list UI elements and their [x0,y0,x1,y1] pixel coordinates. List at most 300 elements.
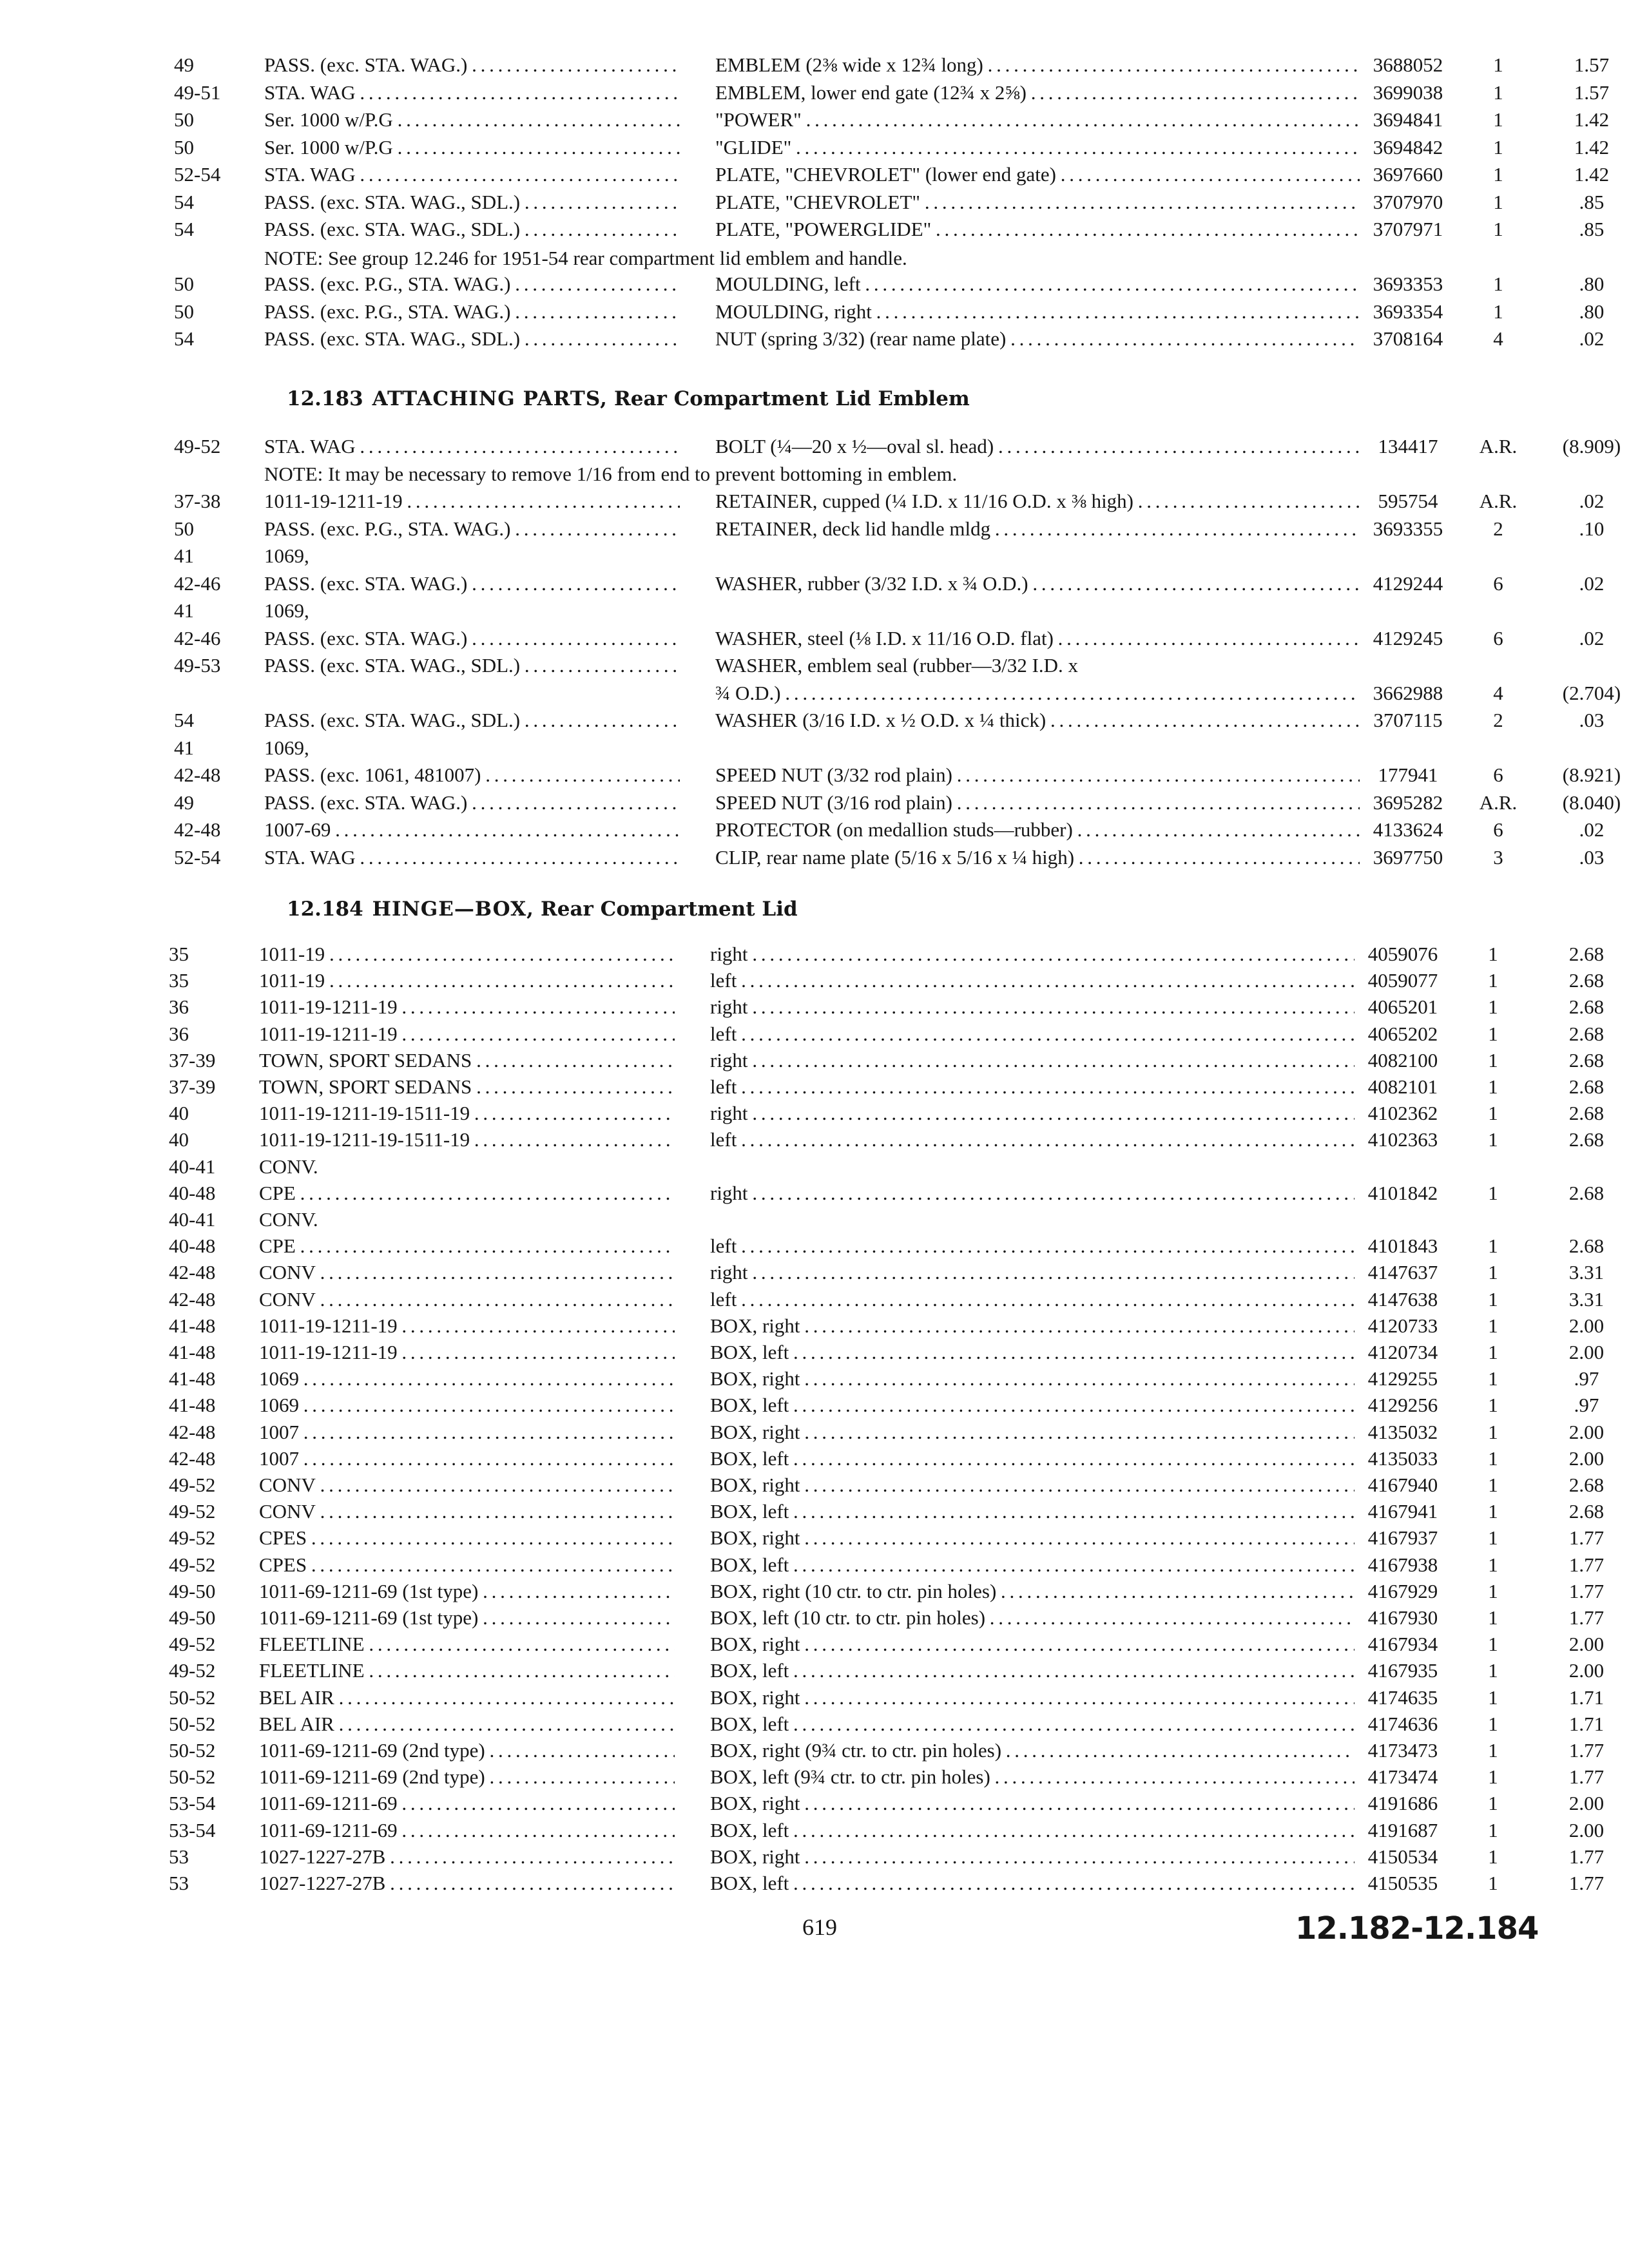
quantity-cell: 1 [1493,300,1503,323]
parts-table-row [174,735,1629,762]
year-cell: 52-54 [174,845,221,869]
parts-table-row [169,1472,1629,1499]
description-cell: right . . . [710,1047,1354,1074]
parts-table-row [169,1711,1629,1738]
year-cell: 36 [169,995,189,1019]
part-number-cell: 4102363 [1367,1128,1438,1151]
model-cell: 1007 . . . [259,1445,675,1472]
year-cell: 41 [174,544,194,567]
description-cell: BOX, right . . . [710,1365,1354,1392]
parts-table-row [174,271,1629,298]
year-cell: 53 [169,1845,189,1868]
quantity-cell: 1 [1488,1075,1498,1098]
part-number-cell: 4129255 [1367,1367,1438,1390]
parts-table-row [169,1763,1629,1791]
parts-table-row [174,762,1629,789]
quantity-cell: 1 [1493,218,1503,240]
year-cell: 40-48 [169,1235,216,1258]
year-cell: 49 [174,53,194,76]
year-cell: 50-52 [169,1686,216,1709]
parts-table-row [169,1047,1629,1074]
model-cell: 1011-19-1211-19 . . . [259,1339,675,1366]
quantity-cell: 1 [1488,1633,1498,1656]
model-cell: 1011-19-1211-19-1511-19 . . . [259,1126,675,1153]
model-cell: STA. WAG . . . [264,79,680,106]
year-cell: 40 [169,1102,189,1125]
part-number-cell: 3695282 [1373,791,1443,814]
section-title-caps: HINGE—BOX, [372,898,534,921]
description-cell: "POWER" . . . [715,106,1360,133]
part-number-cell: 177941 [1378,764,1438,786]
parts-table-row [169,1524,1629,1552]
year-cell: 50 [174,135,194,159]
description-cell: BOX, left (9¾ ctr. to ctr. pin holes) . . . [710,1763,1354,1791]
description-cell: BOX, left . . . [710,1657,1354,1684]
model-cell: STA. WAG . . . [264,844,680,871]
year-cell: 42-48 [174,818,221,841]
year-cell: 54 [174,327,194,350]
price-cell: 2.68 [1568,1128,1605,1151]
part-number-cell: 3707970 [1373,190,1443,213]
quantity-cell: 1 [1488,1659,1498,1682]
parts-table-row [169,1259,1629,1286]
price-cell: 1.42 [1574,163,1610,186]
description-cell: right . . . [710,1259,1354,1286]
parts-table-row [174,570,1629,597]
year-cell: 41 [174,599,194,622]
description-cell: BOX, left . . . [710,1870,1354,1897]
quantity-cell: 1 [1488,1235,1498,1258]
model-cell: 1011-19-1211-19 . . . [259,1312,675,1340]
part-number-cell: 4135033 [1367,1446,1438,1470]
part-number-cell: 3708164 [1373,327,1443,350]
model-cell: PASS. (exc. P.G., STA. WAG.) . . . [264,515,680,543]
model-cell: CPE . . . [259,1233,675,1260]
model-cell: CPES . . . [259,1524,675,1552]
part-number-cell: 3697660 [1373,163,1443,186]
price-cell: 1.71 [1568,1712,1605,1735]
part-number-cell: 3693354 [1373,300,1443,323]
quantity-cell: 1 [1488,1394,1498,1417]
part-number-cell: 3688052 [1373,53,1443,76]
model-cell: TOWN, SPORT SEDANS . . . [259,1073,675,1100]
year-cell: 49-52 [169,1500,216,1523]
model-cell: 1011-69-1211-69 . . . [259,1790,675,1817]
parts-table-row [169,1498,1629,1525]
price-cell: 2.00 [1568,1420,1605,1443]
year-cell: 40-41 [169,1155,216,1178]
parts-table-row [174,707,1629,734]
quantity-cell: 1 [1488,1341,1498,1363]
price-cell: .03 [1579,709,1605,731]
price-cell: 2.68 [1568,1048,1605,1072]
parts-table-row [169,994,1629,1021]
model-cell: PASS. (exc. STA. WAG., SDL.) . . . [264,707,680,734]
price-cell: 2.68 [1568,1181,1605,1204]
description-cell: BOX, left . . . [710,1552,1354,1579]
price-cell: 3.31 [1568,1261,1605,1284]
part-number-cell: 3694841 [1373,108,1443,131]
description-cell: left . . . [710,1073,1354,1100]
price-cell: .80 [1579,273,1605,295]
parts-table-row [169,1445,1629,1472]
quantity-cell: 6 [1493,818,1503,841]
quantity-cell: 1 [1488,1818,1498,1841]
model-cell: Ser. 1000 w/P.G . . . [264,134,680,161]
parts-table-row [169,1312,1629,1340]
description-cell: BOX, left . . . [710,1498,1354,1525]
parts-table-row [174,433,1629,460]
quantity-cell: 1 [1488,1181,1498,1204]
parts-table-row [174,52,1629,79]
part-number-cell: 4059077 [1367,969,1438,992]
description-cell: MOULDING, left . . . [715,271,1360,298]
year-cell: 53 [169,1872,189,1894]
quantity-cell: 1 [1488,1420,1498,1443]
model-cell: CONV . . . [259,1259,675,1286]
parts-table-row [169,1021,1629,1048]
model-cell: 1007-69 . . . [264,816,680,843]
model-cell: 1069 . . . [259,1365,675,1392]
parts-table-row [169,1817,1629,1844]
year-cell: 35 [169,969,189,992]
description-cell: right . . . [710,1180,1354,1207]
model-cell: CONV. [259,1208,318,1231]
year-cell: 53-54 [169,1792,216,1815]
description-cell: BOX, left . . . [710,1445,1354,1472]
parts-table-row [174,597,1629,624]
part-number-cell: 4129244 [1373,572,1443,595]
parts-table-row [174,106,1629,133]
model-cell: 1011-69-1211-69 . . . [259,1817,675,1844]
section-number: 12.183 [287,387,363,410]
model-cell: 1011-19-1211-19-1511-19 . . . [259,1100,675,1127]
part-number-cell: 3693353 [1373,273,1443,295]
model-cell: FLEETLINE . . . [259,1631,675,1658]
description-cell: EMBLEM (2⅜ wide x 12¾ long) . . . [715,52,1360,79]
year-cell: 49-52 [169,1659,216,1682]
model-cell: 1011-69-1211-69 (1st type) . . . [259,1604,675,1631]
part-number-cell: 4167938 [1367,1553,1438,1576]
description-cell: BOX, left . . . [710,1817,1354,1844]
year-cell: 37-39 [169,1075,216,1098]
part-number-cell: 4129245 [1373,626,1443,649]
price-cell: .02 [1579,626,1605,649]
parts-table-row [169,1073,1629,1100]
parts-table-row [169,967,1629,994]
description-cell: BOX, left . . . [710,1711,1354,1738]
model-cell: PASS. (exc. P.G., STA. WAG.) . . . [264,298,680,325]
parts-table-row [169,1286,1629,1313]
price-cell: 2.00 [1568,1792,1605,1815]
year-cell: 50 [174,517,194,540]
parts-table-row [169,1790,1629,1817]
description-cell: right . . . [710,994,1354,1021]
description-cell: BOLT (¼—20 x ½—oval sl. head) . . . [715,433,1360,460]
year-cell: 35 [169,943,189,965]
section-number: 12.184 [287,898,363,921]
parts-table-row [169,1206,1629,1233]
year-cell: 49-52 [169,1474,216,1496]
part-number-cell: 4150535 [1367,1872,1438,1894]
description-cell: NUT (spring 3/32) (rear name plate) . . . [715,325,1360,352]
part-number-cell: 4102362 [1367,1102,1438,1125]
parts-table-row [174,844,1629,871]
model-cell: 1011-19-1211-19 . . . [259,1021,675,1048]
year-cell: 41-48 [169,1341,216,1363]
price-cell: 2.00 [1568,1818,1605,1841]
part-number-cell: 4167940 [1367,1474,1438,1496]
year-cell: 37-39 [169,1048,216,1072]
price-cell: 1.77 [1568,1553,1605,1576]
parts-table-row [174,189,1629,216]
model-cell: CONV. [259,1155,318,1178]
description-cell: BOX, right . . . [710,1843,1354,1870]
description-cell: WASHER (3/16 I.D. x ½ O.D. x ¼ thick) . . . [715,707,1360,734]
quantity-cell: 3 [1493,845,1503,869]
year-cell: 37-38 [174,490,221,512]
price-cell: .85 [1579,218,1605,240]
parts-table-row [169,1419,1629,1446]
quantity-cell: 4 [1493,681,1503,704]
parts-table-row [174,325,1629,352]
parts-table-row [169,1339,1629,1366]
quantity-cell: 4 [1493,327,1503,350]
part-number-cell: 3694842 [1373,135,1443,159]
model-cell: 1011-19 . . . [259,941,675,968]
model-cell: CONV . . . [259,1472,675,1499]
quantity-cell: A.R. [1479,435,1518,457]
model-cell: STA. WAG . . . [264,161,680,188]
model-cell: PASS. (exc. STA. WAG., SDL.) . . . [264,325,680,352]
model-cell: PASS. (exc. P.G., STA. WAG.) . . . [264,271,680,298]
description-cell: BOX, left (10 ctr. to ctr. pin holes) . . . [710,1604,1354,1631]
section-title: Rear Compartment Lid [540,898,798,921]
description-cell: WASHER, steel (⅛ I.D. x 11/16 O.D. flat) . . . [715,625,1360,652]
price-cell: 1.57 [1574,81,1610,104]
part-number-cell: 3707971 [1373,218,1443,240]
description-cell: right . . . [710,1100,1354,1127]
quantity-cell: 1 [1493,53,1503,76]
parts-table-row [169,941,1629,968]
year-cell: 50-52 [169,1712,216,1735]
quantity-cell: 1 [1488,1446,1498,1470]
quantity-cell: 1 [1488,1367,1498,1390]
quantity-cell: 1 [1488,1102,1498,1125]
year-cell: 50-52 [169,1739,216,1762]
price-cell: 3.31 [1568,1287,1605,1311]
model-cell: PASS. (exc. STA. WAG., SDL.) . . . [264,189,680,216]
year-cell: 49-51 [174,81,221,104]
model-cell: 1069, [264,544,309,567]
part-number-cell: 4191686 [1367,1792,1438,1815]
model-cell: CONV . . . [259,1286,675,1313]
description-cell: MOULDING, right . . . [715,298,1360,325]
part-number-cell: 4059076 [1367,943,1438,965]
price-cell: 2.00 [1568,1633,1605,1656]
part-number-cell: 4147638 [1367,1287,1438,1311]
part-number-cell: 4101843 [1367,1235,1438,1258]
part-number-cell: 4082101 [1367,1075,1438,1098]
parts-table-row [169,1365,1629,1392]
quantity-cell: 1 [1488,1872,1498,1894]
price-cell: .02 [1579,327,1605,350]
quantity-cell: 1 [1488,1500,1498,1523]
year-cell: 42-46 [174,626,221,649]
description-cell: left . . . [710,1286,1354,1313]
quantity-cell: 1 [1493,190,1503,213]
year-cell: 40-41 [169,1208,216,1231]
part-number-cell: 595754 [1378,490,1438,512]
parts-table-row [169,1657,1629,1684]
quantity-cell: 1 [1488,1314,1498,1337]
quantity-cell: 1 [1488,1553,1498,1576]
year-cell: 40-48 [169,1181,216,1204]
parts-table-row [169,1126,1629,1153]
description-cell: PROTECTOR (on medallion studs—rubber) . . . [715,816,1360,843]
model-cell: TOWN, SPORT SEDANS . . . [259,1047,675,1074]
note-text: NOTE: See group 12.246 for 1951-54 rear compartment lid emblem and handle. [264,246,907,269]
part-number-cell: 4167934 [1367,1633,1438,1656]
price-cell: 1.77 [1568,1606,1605,1629]
price-cell: .97 [1574,1367,1599,1390]
model-cell: 1027-1227-27B . . . [259,1870,675,1897]
model-cell: 1007 . . . [259,1419,675,1446]
part-number-cell: 4167930 [1367,1606,1438,1629]
price-cell: .10 [1579,517,1605,540]
parts-table-row [174,543,1629,570]
quantity-cell: 1 [1488,1579,1498,1602]
part-number-cell: 134417 [1378,435,1438,457]
year-cell: 49-53 [174,654,221,677]
description-cell: BOX, right (10 ctr. to ctr. pin holes) . . . [710,1578,1354,1605]
model-cell: BEL AIR . . . [259,1711,675,1738]
description-cell: BOX, left . . . [710,1339,1354,1366]
year-cell: 49-52 [169,1553,216,1576]
quantity-cell: 1 [1488,943,1498,965]
description-cell: RETAINER, cupped (¼ I.D. x 11/16 O.D. x ⅜ high) . . . [715,488,1360,515]
year-cell: 49-52 [174,435,221,457]
year-cell: 54 [174,218,194,240]
parts-table-row [174,789,1629,816]
part-number-cell: 4173474 [1367,1765,1438,1789]
parts-table-row [169,1578,1629,1605]
quantity-cell: 1 [1488,995,1498,1019]
description-cell: ¾ O.D.) . . . [715,680,1360,707]
price-cell: .02 [1579,490,1605,512]
description-cell: SPEED NUT (3/16 rod plain) . . . [715,789,1360,816]
price-cell: (8.040) [1562,791,1621,814]
model-cell: PASS. (exc. STA. WAG.) . . . [264,789,680,816]
description-cell: left . . . [710,1126,1354,1153]
price-cell: 2.68 [1568,995,1605,1019]
quantity-cell: 1 [1493,273,1503,295]
section-title: Rear Compartment Lid Emblem [613,387,970,410]
year-cell: 41 [174,736,194,759]
year-cell: 40 [169,1128,189,1151]
price-cell: (2.704) [1562,681,1621,704]
parts-table-row [174,625,1629,652]
description-cell: BOX, right . . . [710,1524,1354,1552]
description-cell: BOX, right . . . [710,1684,1354,1711]
quantity-cell: 2 [1493,517,1503,540]
part-number-cell: 4120734 [1367,1341,1438,1363]
year-cell: 42-46 [174,572,221,595]
price-cell: 2.68 [1568,1500,1605,1523]
quantity-cell: 1 [1488,1048,1498,1072]
description-cell: left . . . [710,1233,1354,1260]
price-cell: 2.00 [1568,1659,1605,1682]
year-cell: 42-48 [169,1261,216,1284]
year-cell: 50 [174,300,194,323]
year-cell: 54 [174,709,194,731]
model-cell: BEL AIR . . . [259,1684,675,1711]
price-cell: 1.77 [1568,1526,1605,1550]
description-cell: SPEED NUT (3/32 rod plain) . . . [715,762,1360,789]
model-cell: Ser. 1000 w/P.G . . . [264,106,680,133]
model-cell: 1011-69-1211-69 (2nd type) . . . [259,1737,675,1764]
quantity-cell: 1 [1488,1287,1498,1311]
parts-table-row [174,816,1629,843]
year-cell: 41-48 [169,1367,216,1390]
parts-table-row [169,1631,1629,1658]
price-cell: 2.00 [1568,1314,1605,1337]
year-cell: 50 [174,108,194,131]
quantity-cell: 1 [1488,1022,1498,1045]
part-number-cell: 4174636 [1367,1712,1438,1735]
price-cell: 1.77 [1568,1739,1605,1762]
year-cell: 49-50 [169,1606,216,1629]
price-cell: 2.00 [1568,1341,1605,1363]
price-cell: 2.68 [1568,1474,1605,1496]
price-cell: 2.68 [1568,969,1605,992]
part-number-cell: 3697750 [1373,845,1443,869]
page-number: 619 [802,1914,837,1940]
model-cell: PASS. (exc. STA. WAG.) . . . [264,570,680,597]
description-cell: left . . . [710,1021,1354,1048]
price-cell: (8.909) [1562,435,1621,457]
parts-table-row [174,161,1629,188]
section-heading-12-183 [287,385,970,412]
model-cell: PASS. (exc. STA. WAG., SDL.) . . . [264,216,680,243]
price-cell: 1.42 [1574,108,1610,131]
section-range: 12.182-12.184 [1295,1910,1539,1946]
parts-table-row [169,1870,1629,1897]
description-cell: BOX, right (9¾ ctr. to ctr. pin holes) . . . [710,1737,1354,1764]
quantity-cell: 1 [1488,1261,1498,1284]
parts-table-row [174,652,1629,679]
part-number-cell: 4167937 [1367,1526,1438,1550]
quantity-cell: 1 [1488,1526,1498,1550]
parts-table-row [169,1180,1629,1207]
parts-table-row [169,1843,1629,1870]
part-number-cell: 4167941 [1367,1500,1438,1523]
quantity-cell: 1 [1488,1739,1498,1762]
year-cell: 54 [174,190,194,213]
quantity-cell: 1 [1493,81,1503,104]
model-cell: PASS. (exc. STA. WAG.) . . . [264,625,680,652]
part-number-cell: 4082100 [1367,1048,1438,1072]
parts-table-row [174,298,1629,325]
description-cell: RETAINER, deck lid handle mldg . . . [715,515,1360,543]
parts-table-row [174,79,1629,106]
quantity-cell: 1 [1488,1765,1498,1789]
description-cell: WASHER, emblem seal (rubber—3/32 I.D. x [715,654,1079,677]
price-cell: 2.68 [1568,1102,1605,1125]
part-number-cell: 3707115 [1373,709,1443,731]
part-number-cell: 3662988 [1373,681,1443,704]
price-cell: .97 [1574,1394,1599,1417]
